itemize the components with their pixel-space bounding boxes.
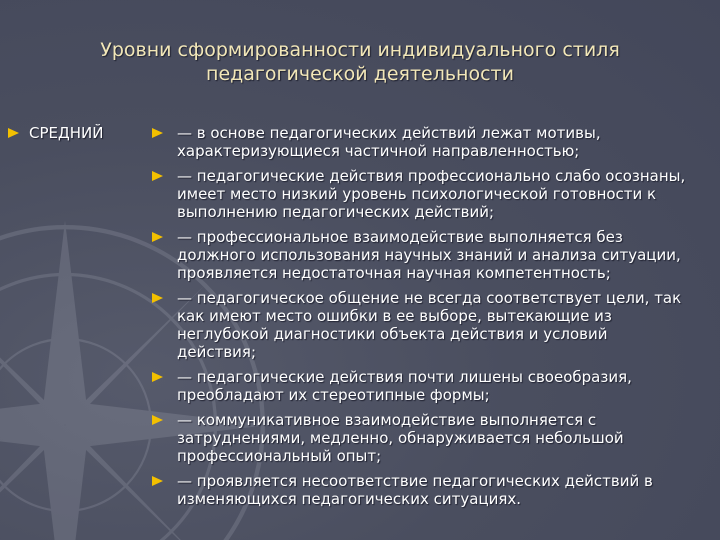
yellow-triangle-bullet-icon xyxy=(152,476,163,486)
list-item xyxy=(152,368,700,404)
level-item xyxy=(8,124,103,142)
yellow-triangle-bullet-icon xyxy=(152,128,163,138)
slide-title-line: Уровни сформированности индивидуального стиля xyxy=(100,39,620,61)
yellow-triangle-bullet-icon xyxy=(152,372,163,382)
list-item-text: — в основе педагогических действий лежат мотивы, характеризующиеся частичной направленностью; xyxy=(177,124,601,160)
list-item-text: — проявляется несоответствие педагогических действий в изменяющихся педагогических ситуациях. xyxy=(177,472,653,508)
list-item xyxy=(152,228,700,282)
list-item-text: — коммуникативное взаимодействие выполняется с затруднениями, медленно, обнаруживается небольшой профессиональный опыт; xyxy=(177,411,624,465)
list-item-text: — профессиональное взаимодействие выполняется без должного использования научных знаний и анализа ситуации, проявляется недостаточная научная компетентность; xyxy=(177,228,681,282)
yellow-triangle-bullet-icon xyxy=(152,232,163,242)
characteristics-list xyxy=(152,124,700,515)
slide-title xyxy=(40,38,680,86)
yellow-triangle-bullet-icon xyxy=(152,293,163,303)
list-item xyxy=(152,167,700,221)
list-item xyxy=(152,411,700,465)
list-item xyxy=(152,289,700,361)
yellow-triangle-bullet-icon xyxy=(152,171,163,181)
list-item xyxy=(152,124,700,160)
yellow-triangle-bullet-icon xyxy=(152,415,163,425)
list-item xyxy=(152,472,700,508)
list-item-text: — педагогические действия почти лишены своеобразия, преобладают их стереотипные формы; xyxy=(177,368,632,404)
level-label: СРЕДНИЙ xyxy=(29,124,104,142)
yellow-triangle-bullet-icon xyxy=(8,128,19,138)
list-item-text: — педагогические действия профессионально слабо осознаны, имеет место низкий уровень психологической готовности к выполнению педагогических действий; xyxy=(177,167,686,221)
slide-title-line: педагогической деятельности xyxy=(206,63,514,85)
list-item-text: — педагогическое общение не всегда соответствует цели, так как имеют место ошибки в ее выборе, вытекающие из неглубокой диагностики объекта действия и условий действия; xyxy=(177,289,682,361)
